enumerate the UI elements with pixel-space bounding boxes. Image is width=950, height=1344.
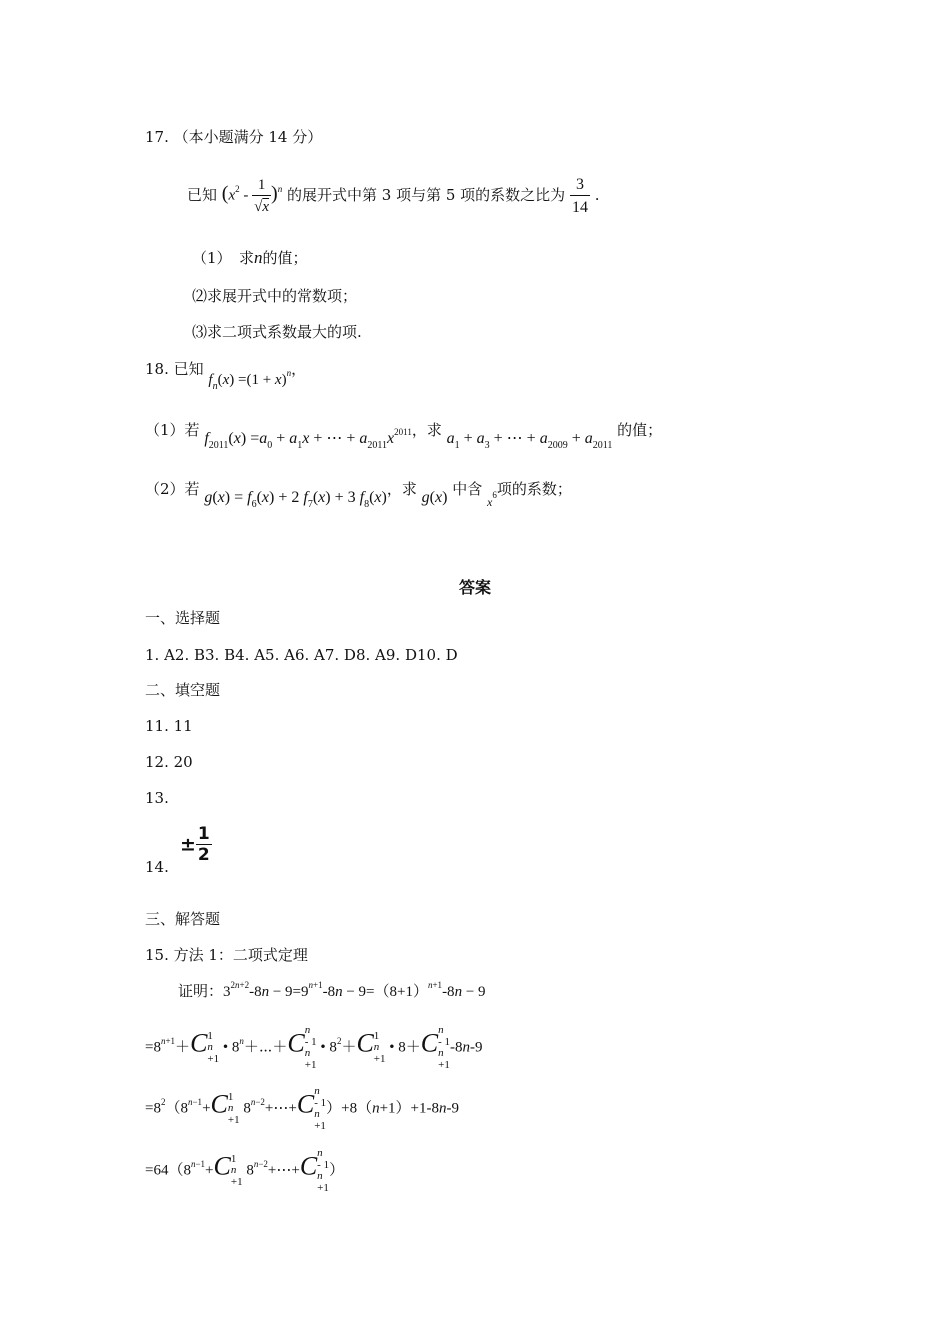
choice-answers: 1. A2. B3. B4. A5. A6. A7. D8. A9. D10. D xyxy=(145,646,458,664)
q18-part1: （1）若 $f_{2011}(x) =a_0 + a_1x$ + ⋯ + $a_{2011}x^{2011}$，求 $a_1 + a_3$ + ⋯ + $a_{2009} + a_{2011}$ 的值； xyxy=(145,421,663,451)
q17-expression: ($x^2$ - $\frac{1}{√x}$ )$^n$ xyxy=(221,177,283,216)
answer-14: 14. xyxy=(145,858,169,876)
q17-part3: ⑶求二项式系数最大的项. xyxy=(192,323,362,341)
q17-ratio: $\frac{3}{14}$ xyxy=(571,176,588,217)
answer-11: 11. 11 xyxy=(145,717,193,735)
proof-line-1: 证明：$3^{2n+2}-8n - 9=9^{n+1}-8n - 9=(8+1)^{n+1}-8n - 9$ xyxy=(178,980,486,1000)
proof-line-4: $=64(8^{n-1}+C$ 1 n +1 $8^{n-2}+\cdots+C$ n - 1 n +1 ） xyxy=(145,1147,345,1194)
q17-stem: 已知 ($x^2$ - $\frac{1}{√x}$ )$^n$ 的展开式中第 3 项与第 5 项的系数之比为 $\frac{3}{14}$ . xyxy=(187,176,600,217)
q17-stem-prefix: 已知 xyxy=(187,186,218,205)
q17-stem-suffix: 的展开式中第 3 项与第 5 项的系数之比为 xyxy=(287,186,566,205)
answer-15-title: 15. 方法 1：二项式定理 xyxy=(145,946,308,964)
q18-fn-definition: $f_n(x) =(1 + x)^n$ xyxy=(208,368,292,392)
proof-line-2: $=8^{n+1}+C$ 1 n +1 • $8^n+\cdots+C$ n - 1 n +1 • $8^2+C$ 1 n +1 • 8＋C n - 1 n +1 -8n-9 xyxy=(145,1024,483,1071)
q18-stem: 18. 已知 $f_n(x) =(1 + x)^n$， xyxy=(145,360,307,392)
section-solution: 三、解答题 xyxy=(145,910,221,928)
q18-part1-sum: $a_1 + a_3$ + ⋯ + $a_{2009} + a_{2011}$ xyxy=(446,430,613,451)
q17-part2: ⑵求展开式中的常数项； xyxy=(192,287,358,305)
answer-12: 12. 20 xyxy=(145,753,193,771)
answer-14-fraction: ± $\frac{1}{2}$ xyxy=(180,824,210,865)
q18-part2: （2）若 $g(x) = f_6(x) + 2$ $f_7(x) + 3$ $f_8(x)$，求 g(x) 中含 $_{x^6}$项的系数； xyxy=(145,480,572,510)
q17-part1: （1） 求n的值； xyxy=(192,248,308,267)
section-choice: 一、选择题 xyxy=(145,609,221,627)
proof-line-3: $=8^2(8^{n-1}+C$ 1 n +1 $8^{n-2}+\cdots+C$ n - 1 n +1 ）+8（n+1）+1-8n-9 xyxy=(145,1085,459,1132)
q18-part2-g: $g(x) = f_6(x) + 2$ $f_7(x) + 3$ $f_8(x)$ xyxy=(204,489,387,510)
section-fill: 二、填空题 xyxy=(145,681,221,699)
q17-header: 17. （本小题满分 14 分） xyxy=(145,128,323,146)
q18-part1-expansion: $f_{2011}(x) =a_0 + a_1x$ + ⋯ + $a_{2011}x^{2011}$ xyxy=(204,427,412,451)
answer-13: 13. xyxy=(145,789,169,807)
answers-title: 答案 xyxy=(458,578,491,597)
